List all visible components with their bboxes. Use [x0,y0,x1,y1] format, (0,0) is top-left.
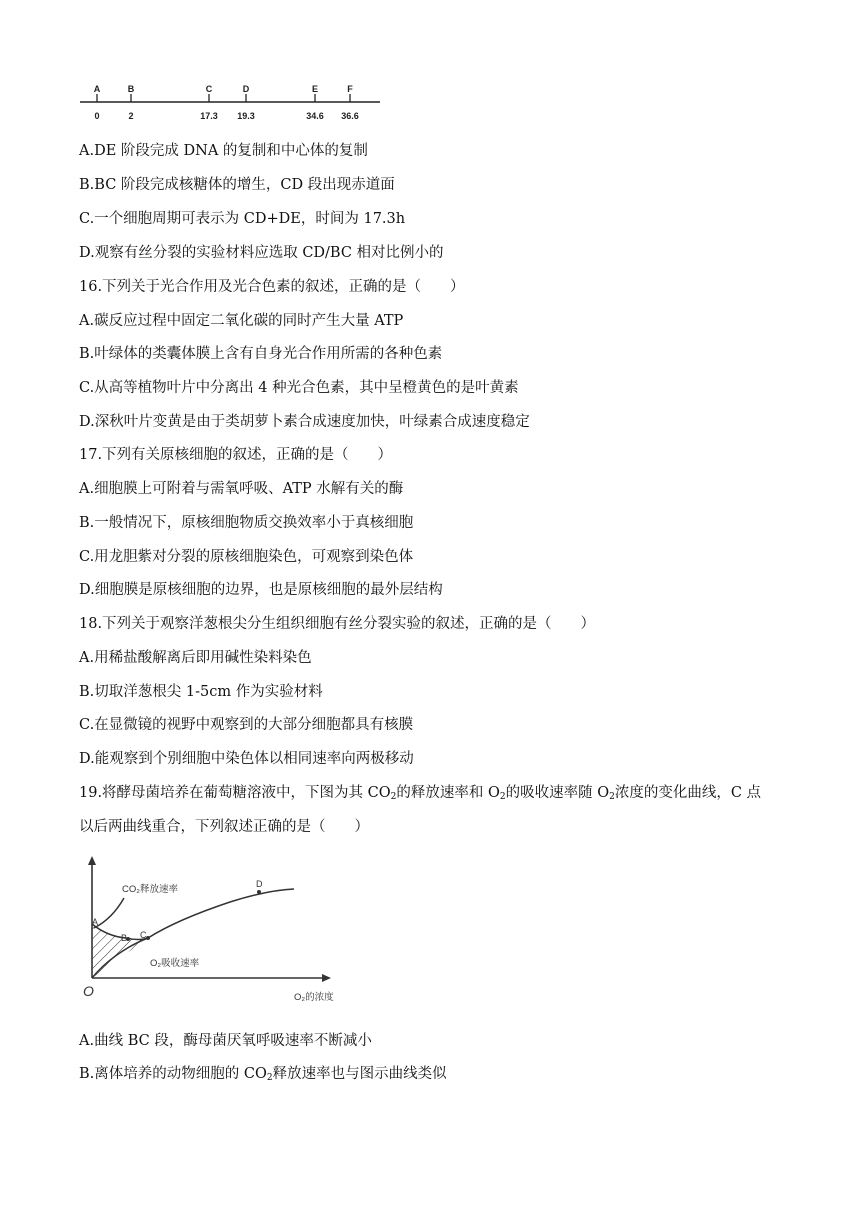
q18-option-d: D.能观察到个别细胞中染色体以相同速率向两极移动 [79,751,414,767]
timeline-value-label: 36.6 [341,111,359,121]
q17-option-b: B.一般情况下，原核细胞物质交换效率小于真核细胞 [79,515,414,531]
q18-option-c: C.在显微镜的视野中观察到的大部分细胞都具有核膜 [79,717,414,733]
q16-stem: 16.下列关于光合作用及光合色素的叙述，正确的是（ ） [79,279,465,295]
x-axis-arrow-icon [322,974,331,982]
q17-option-d: D.细胞膜是原核细胞的边界，也是原核细胞的最外层结构 [79,582,443,598]
point-c-dot [146,936,150,940]
combined-curve [148,889,294,938]
q18-stem: 18.下列关于观察洋葱根尖分生组织细胞有丝分裂实验的叙述，正确的是（ ） [79,616,596,632]
timeline-point-label: B [127,84,135,94]
x-axis-label: O₂的浓度 [294,992,334,1003]
timeline-value-label: 17.3 [200,111,218,121]
q18-option-b: B.切取洋葱根尖 1-5cm 作为实验材料 [79,684,323,700]
point-d-label: D [256,879,263,889]
point-d-dot [257,890,261,894]
q15-option-d: D.观察有丝分裂的实验材料应选取 CD/BC 相对比例小的 [79,245,444,261]
point-a-label: A [92,917,99,927]
q19-stem-part: 19.将酵母菌培养在葡萄糖溶液中，下图为其 CO [79,785,391,801]
co2-release-label: CO₂释放速率 [122,884,178,895]
q19-option-b-part: B.离体培养的动物细胞的 CO [79,1066,267,1082]
timeline-point-label: A [93,84,101,94]
q15-option-a: A.DE 阶段完成 DNA 的复制和中心体的复制 [79,143,368,159]
origin-label: O [83,983,94,999]
q19-option-b-part: 释放速率也与图示曲线类似 [272,1066,447,1082]
q19-stem-line1 [79,783,761,803]
q17-option-a: A.细胞膜上可附着与需氧呼吸、ATP 水解有关的酶 [79,481,404,497]
subscript: 2 [499,792,506,802]
q18-option-a: A.用稀盐酸解离后即用碱性染料染色 [79,650,312,666]
subscript: 2 [609,792,615,802]
q17-option-c: C.用龙胆紫对分裂的原核细胞染色，可观察到染色体 [79,549,414,565]
cell-cycle-timeline [78,82,388,126]
y-axis-arrow-icon [88,856,96,865]
co2-steep-curve [94,898,124,928]
timeline-value-label: 2 [128,111,134,121]
subscript: 2 [390,792,397,802]
timeline-point-label: D [242,84,250,94]
timeline-point-label: F [347,84,353,94]
q19-stem-part: 的释放速率和 O [396,785,500,801]
q15-option-c: C.一个细胞周期可表示为 CD+DE，时间为 17.3h [79,211,406,227]
respiration-graph [80,852,370,1012]
q16-option-d: D.深秋叶片变黄是由于类胡萝卜素合成速度加快，叶绿素合成速度稳定 [79,414,530,430]
q17-stem: 17.下列有关原核细胞的叙述，正确的是（ ） [79,447,393,463]
timeline-point-label: C [205,84,213,94]
q15-option-b: B.BC 阶段完成核糖体的增生，CD 段出现赤道面 [79,177,395,193]
point-b-label: B [121,933,128,943]
q19-option-a: A.曲线 BC 段，酶母菌厌氧呼吸速率不断减小 [79,1033,372,1049]
q16-option-c: C.从高等植物叶片中分离出 4 种光合色素，其中呈橙黄色的是叶黄素 [79,380,519,396]
q19-stem-part: 的吸收速率随 O [505,785,610,801]
timeline-point-label: E [311,84,319,94]
timeline-value-label: 19.3 [237,111,255,121]
q19-option-b [79,1064,447,1084]
timeline-value-label: 34.6 [306,111,324,121]
subscript: 2 [266,1073,273,1083]
q16-option-b: B.叶绿体的类囊体膜上含有自身光合作用所需的各种色素 [79,346,443,362]
point-c-label: C [140,930,147,940]
timeline-value-label: 0 [94,111,100,121]
o2-uptake-label: O₂吸收速率 [150,958,200,969]
q19-stem-part: 浓度的变化曲线，C 点 [614,785,762,801]
q16-option-a: A.碳反应过程中固定二氧化碳的同时产生大量 ATP [79,313,404,329]
q19-stem-line2: 以后两曲线重合，下列叙述正确的是（ ） [79,819,369,835]
